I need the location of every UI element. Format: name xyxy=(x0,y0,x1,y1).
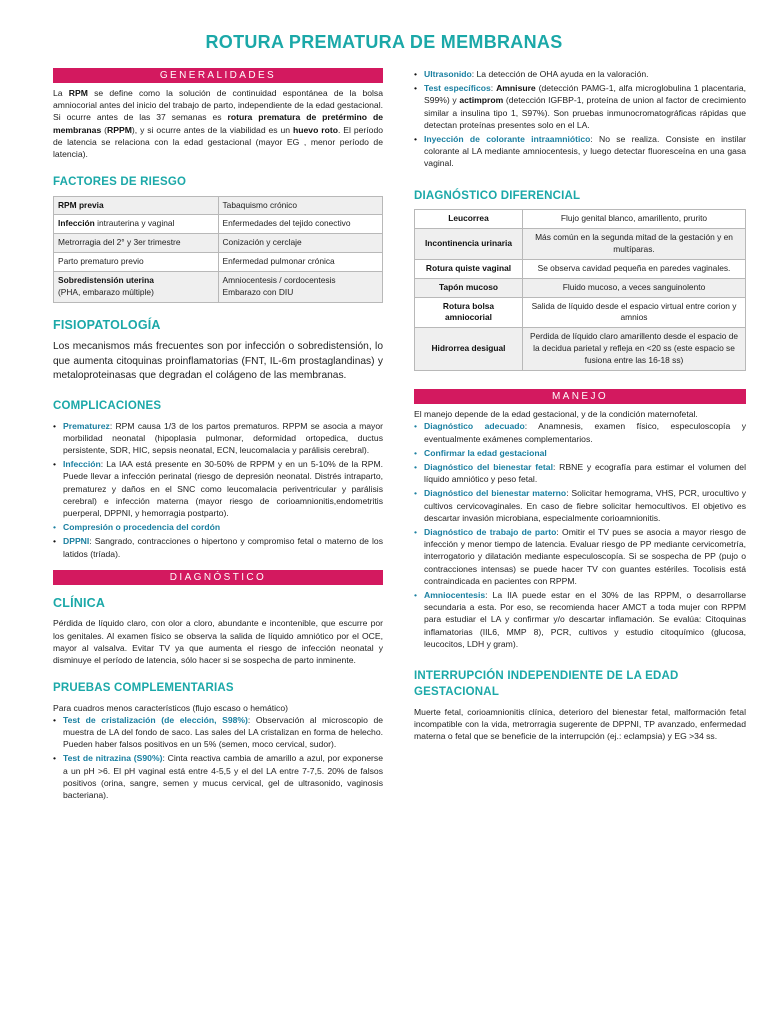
risk-factors-table xyxy=(53,196,383,304)
pruebas-intro: Para cuadros menos característicos (flujo escaso o hemático) xyxy=(53,702,288,713)
table-row xyxy=(415,278,746,297)
table-row xyxy=(415,328,746,371)
section-bar-manejo: MANEJO xyxy=(414,389,746,404)
table-row xyxy=(415,209,746,228)
table-row xyxy=(415,297,746,328)
list-item: • Diagnóstico de trabajo de parto: Omitir el TV pues se asocia a mayor riesgo de infección y menor tiempo de latencia. Evaluar riesgo de PP mediante cervicometría, interrogatorio y dilatación mediante especuloscopía. Si se sospecha de PP (pujo o contracciones intensas) se puede hacer TV con guantes estériles. Tocolisis está contraindicada en pacientes con RPPM. xyxy=(414,526,746,587)
table-cell: Parto prematuro previo xyxy=(54,253,219,272)
heading-diagnostico-diferencial: DIAGNÓSTICO DIFERENCIAL xyxy=(414,189,581,202)
table-cell: Tabaquismo crónico xyxy=(218,196,383,215)
table-row xyxy=(54,253,383,272)
list-item: • Test específicos: Amnisure (detección PAMG-1, alfa microglobulina 1 placentaria, S99%) y actimprom (detección IGFBP-1, proteína de union al factor de crecimiento similar a insulina tipo 1, S97%). Son pruebas inmunocromatográficas rápidas que detectan proteínas presentes solo en el LA. xyxy=(414,82,746,131)
clinica-text: Pérdida de líquido claro, con olor a cloro, abundante e incontenible, que escurre por los genitales. Al examen físico se observa la salida de líquido amniótico por el OCE, mayor al valsalva. Evitar TV ya que aumenta el riesgo de infección neonatal y disminuye el período de latencia, sólo hacer si se sospecha de parto inminente. xyxy=(53,618,383,666)
table-row xyxy=(415,228,746,259)
list-item: • Confirmar la edad gestacional xyxy=(414,447,746,459)
section-bar-diagnostico: DIAGNÓSTICO xyxy=(53,570,383,585)
table-cell: Enfermedad pulmonar crónica xyxy=(218,253,383,272)
heading-pruebas-complementarias: PRUEBAS COMPLEMENTARIAS xyxy=(53,682,234,695)
right-column xyxy=(414,68,746,742)
page-title: ROTURA PREMATURA DE MEMBRANAS xyxy=(205,32,563,52)
pruebas-list-continued xyxy=(414,68,746,170)
table-cell: Rotura bolsa amniocorial xyxy=(415,297,523,328)
list-item: • Diagnóstico adecuado: Anamnesis, examen físico, especuloscopía y eventualmente exámenes complementarios. xyxy=(414,420,746,444)
table-cell: RPM previa xyxy=(54,196,219,215)
table-cell: Infección intrauterina y vaginal xyxy=(54,215,219,234)
table-row xyxy=(54,272,383,303)
interrupcion-text: Muerte fetal, corioamnionitis clínica, deterioro del bienestar fetal, malformación fetal incompatible con la vida, metrorragia sugerente de DPPNI, TP avanzado, enfermedad materna o fetal que se beneficie de la interrupción (ej.: eclampsia) y EG >34 ss. xyxy=(414,706,746,742)
table-cell: Amniocentesis / cordocentesis Embarazo con DIU xyxy=(218,272,383,303)
table-cell: Leucorrea xyxy=(415,209,523,228)
list-item: • Diagnóstico del bienestar materno: Solicitar hemograma, VHS, PCR, urocultivo y cultivos cervicovaginales. En caso de fiebre solicitar hemocultivos. El objetivo es descartar invasión microbiana, especialmente corioamnionitis. xyxy=(414,487,746,524)
list-item: • Prematurez: RPM causa 1/3 de los partos prematuros. RPPM se asocia a mayor morbilidad neonatal (hipoplasia pulmonar, deformidad ortopedica, ductus persistente, SDR, HIC, sepsis neonatal, ECN, leucomalacia y parálisis cerebral). xyxy=(53,420,383,457)
table-row xyxy=(54,234,383,253)
list-item: • DPPNI: Sangrado, contracciones o hipertono y compromiso fetal o materno de los latidos (tríada). xyxy=(53,535,383,559)
table-cell: Fluido mucoso, a veces sanguinolento xyxy=(523,278,746,297)
table-cell: Hidrorrea desigual xyxy=(415,328,523,371)
list-item: • Compresión o procedencia del cordón xyxy=(53,521,383,533)
left-column xyxy=(53,68,383,803)
table-cell: Perdida de líquido claro amarillento desde el espacio de la decidua parietal y refleja en <20 ss (este espacio se fusiona entre las 16-18 ss) xyxy=(523,328,746,371)
table-cell: Enfermedades del tejido conectivo xyxy=(218,215,383,234)
table-cell: Rotura quiste vaginal xyxy=(415,259,523,278)
heading-fisiopatologia: FISIOPATOLOGÍA xyxy=(53,318,161,333)
table-cell: Sobredistensión uterina (PHA, embarazo múltiple) xyxy=(54,272,219,303)
heading-clinica: CLÍNICA xyxy=(53,595,106,610)
list-item: • Ultrasonido: La detección de OHA ayuda en la valoración. xyxy=(414,68,746,80)
list-item: • Diagnóstico del bienestar fetal: RBNE y ecografía para estimar el volumen del líquido amniótico y peso fetal. xyxy=(414,461,746,485)
pruebas-list xyxy=(53,714,383,801)
heading-factores-riesgo: FACTORES DE RIESGO xyxy=(53,176,187,189)
table-cell: Incontinencia urinaria xyxy=(415,228,523,259)
differential-diagnosis-table xyxy=(414,209,746,371)
table-cell: Más común en la segunda mitad de la gestación y en multíparas. xyxy=(523,228,746,259)
table-cell: Se observa cavidad pequeña en paredes vaginales. xyxy=(523,259,746,278)
generalidades-text: La RPM se define como la solución de continuidad espontánea de la bolsa amniocorial antes del inicio del trabajo de parto, independiente de la edad gestacional. Si ocurre antes de las 37 semanas es rotura prematura de pretérmino de membranas (RPPM), y si ocurre antes de la viabilidad es un huevo roto. El período de latencia se relaciona con la edad gestacional (mayor EG , menor período de latencia). xyxy=(53,88,384,160)
fisiopatologia-text: Los mecanismos más frecuentes son por infección o sobredistensión, lo que aumenta citoquinas proinflamatorias (FNT, IL-6m prostaglandinas) y metaloproteinasas que degradan el colágeno de las membranas. xyxy=(53,340,383,382)
table-cell: Flujo genital blanco, amarillento, prurito xyxy=(523,209,746,228)
list-item: • Infección: La IAA está presente en 30-50% de RPPM y en un 5-10% de la RPM. Puede llevar a infección perinatal (riesgo de depresión neonatal. Distrés intraparto, prematurez y daños en el SNC como leucomalacia periventricular y parálisis cerebral) e infección materna (mayor riesgo de corioamnionitis,endometritis puerperal, DPPNI, y hemorragia postparto). xyxy=(53,458,383,519)
section-bar-generalidades: GENERALIDADES xyxy=(53,68,383,83)
list-item: • Test de nitrazina (S90%): Cinta reactiva cambia de amarillo a azul, por exponerse a un pH >6. El pH vaginal está entre 4-5,5 y el del LA entre 7-7,5. 20% de falsos positivos (orina, sangre, semen y mucus cervical, gel de ultrasonido, vaginosis bacteriana). xyxy=(53,752,383,801)
manejo-intro: El manejo depende de la edad gestacional, y de la condición maternofetal. xyxy=(414,409,698,420)
manejo-list xyxy=(414,420,746,650)
list-item: • Inyección de colorante intraamniótico: No se realiza. Consiste en instilar colorante al LA mediante amniocentesis, y luego detectar fluoresceína en una gasa vaginal. xyxy=(414,133,746,170)
table-row xyxy=(415,259,746,278)
table-cell: Metrorragia del 2° y 3er trimestre xyxy=(54,234,219,253)
heading-complicaciones: COMPLICACIONES xyxy=(53,400,162,413)
list-item: • Test de cristalización (de elección, S98%): Observación al microscopio de muestra de LA del fondo de saco. Las sales del LA cristalizan en forma de helecho. Pueden haber falsos positivos en un 5% (semen, moco cervical, sudor). xyxy=(53,714,383,751)
complicaciones-list xyxy=(53,420,383,560)
heading-interrupcion: INTERRUPCIÓN INDEPENDIENTE DE LA EDAD GESTACIONAL xyxy=(414,670,679,699)
table-row xyxy=(54,215,383,234)
table-cell: Salida de líquido desde el espacio virtual entre corion y amnios xyxy=(523,297,746,328)
list-item: • Amniocentesis: La IIA puede estar en el 30% de las RPPM, o desarrollarse secundaria a esta. Por eso, se recomienda hacer AMCT a toda mujer con RPPM para estudiar el LA y confirmar y/o descartar inflamación. Se evalúa: Citoquinas inflamatorias (IIL6, MMP 8), PCR, cultivos y estudio citoquímico (glucosa, leucocitos, LDH y gram). xyxy=(414,589,746,650)
table-cell: Tapón mucoso xyxy=(415,278,523,297)
table-row xyxy=(54,196,383,215)
table-cell: Conización y cerclaje xyxy=(218,234,383,253)
